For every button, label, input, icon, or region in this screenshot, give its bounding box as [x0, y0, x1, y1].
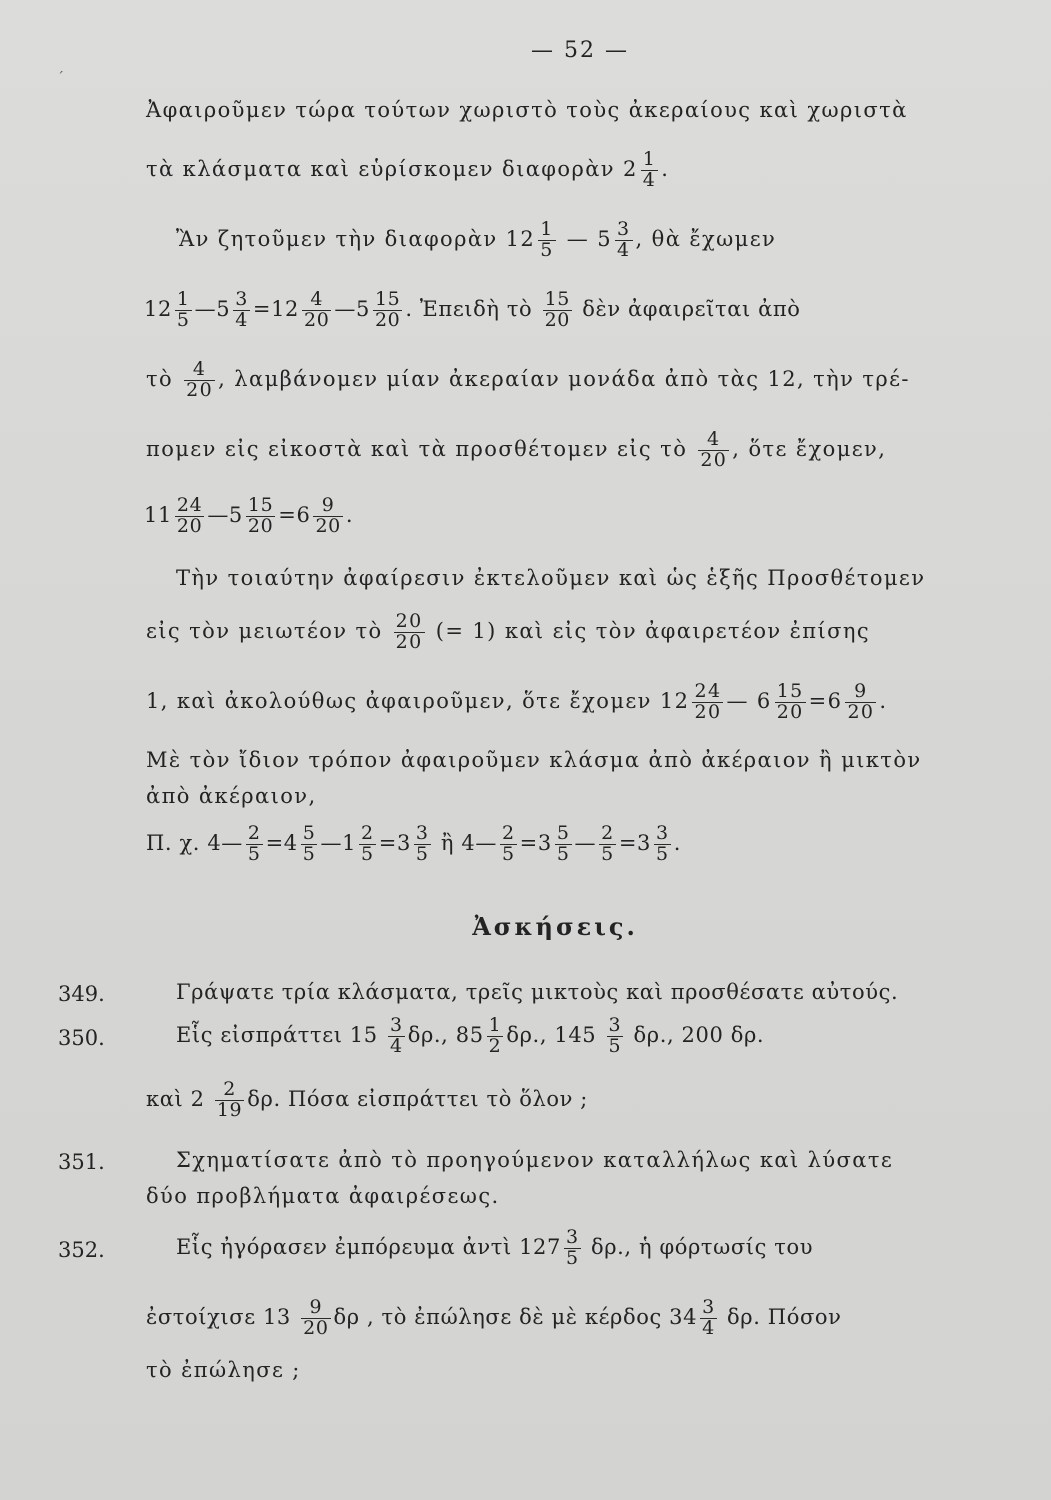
text-line: Μὲ τὸν ἴδιον τρόπον ἀφαιροῦμεν κλάσμα ἀπὸ ἀκέραιον ἢ μικτὸν [146, 748, 922, 772]
fraction: $\frac{3}{4}$ [390, 1014, 403, 1057]
fraction: $\frac{3}{4}$ [702, 1296, 715, 1339]
exercise-text: Εἷς ἠγόρασεν ἐμπόρευμα ἀντὶ 127 $\frac{3}{5}$ δρ., ἡ φόρτωσίς του [176, 1226, 814, 1269]
fraction: $\frac{15}{20}$ [776, 680, 804, 723]
fraction: $\frac{4}{20}$ [700, 428, 728, 471]
fraction: $\frac{3}{4}$ [617, 218, 631, 261]
fraction: $\frac{1}{4}$ [642, 148, 657, 191]
fraction: $\frac{24}{20}$ [176, 494, 203, 537]
math-line: πομεν εἰς εἰκοστὰ καὶ τὰ προσθέτομεν εἰς τὸ $\frac{4}{20}$ , ὅτε ἔχομεν, [146, 428, 887, 471]
fraction: $\frac{2}{19}$ [216, 1078, 243, 1121]
math-line: τὸ $\frac{4}{20}$ , λαμβάνομεν μίαν ἀκεραίαν μονάδα ἀπὸ τὰς 12, τὴν τρέ- [146, 358, 910, 401]
fraction: $\frac{3}{5}$ [565, 1226, 579, 1269]
fraction: $\frac{3}{4}$ [235, 288, 248, 331]
fraction: $\frac{1}{5}$ [540, 218, 554, 261]
exercise-text: Σχηματίσατε ἀπὸ τὸ προηγούμενον καταλλήλως καὶ λύσατε [176, 1148, 894, 1172]
page-number: — 52 — [531, 38, 629, 63]
fraction: $\frac{1}{5}$ [176, 288, 190, 331]
fraction: $\frac{2}{5}$ [247, 822, 261, 865]
fraction: $\frac{9}{20}$ [847, 680, 875, 723]
fraction: $\frac{3}{5}$ [608, 1014, 622, 1057]
exercise-text: Εἷς εἰσπράττει 15 $\frac{3}{4}$ δρ., 85 $\frac{1}{2}$ δρ., 145 $\frac{3}{5}$ δρ., 200 δρ. [176, 1014, 765, 1057]
fraction: $\frac{4}{20}$ [186, 358, 214, 401]
text-line: Ἀφαιροῦμεν τώρα τούτων χωριστὸ τοὺς ἀκεραίους καὶ χωριστὰ [146, 98, 908, 122]
math-line: 12 $\frac{1}{5}$ —5 $\frac{3}{4}$ =12 $\frac{4}{20}$ —5 $\frac{15}{20}$ . Ἐπειδὴ τὸ $\frac{15}{20}$ δὲν ἀφαιρεῖται ἀπὸ [144, 288, 801, 331]
fraction: $\frac{3}{5}$ [656, 822, 669, 865]
exercise-text: ἐστοίχισε 13 $\frac{9}{20}$ δρ , τὸ ἐπώλησε δὲ μὲ κέρδος 34 $\frac{3}{4}$ δρ. Πόσον [146, 1296, 842, 1339]
text-line: τὰ κλάσματα καὶ εὑρίσκομεν διαφορὰν 2 $\frac{1}{4}$ . [146, 148, 670, 191]
math-line: εἰς τὸν μειωτέον τὸ $\frac{20}{20}$ (= 1) καὶ εἰς τὸν ἀφαιρετέον ἐπίσης [146, 610, 870, 653]
exercise-text: τὸ ἐπώλησε ; [146, 1358, 301, 1382]
fraction: $\frac{24}{20}$ [694, 680, 722, 723]
fraction: $\frac{2}{5}$ [361, 822, 374, 865]
exercise-number: 349. [58, 982, 105, 1006]
exercise-number: 350. [58, 1026, 105, 1050]
exercise-text: δύο προβλήματα ἀφαιρέσεως. [146, 1184, 500, 1208]
fraction: $\frac{15}{20}$ [374, 288, 401, 331]
exercise-text: Γράψατε τρία κλάσματα, τρεῖς μικτοὺς καὶ προσθέσατε αὐτούς. [176, 980, 899, 1004]
fraction: $\frac{5}{5}$ [556, 822, 570, 865]
fraction: $\frac{15}{20}$ [247, 494, 274, 537]
fraction: $\frac{2}{5}$ [501, 822, 515, 865]
math-line: Π. χ. 4— $\frac{2}{5}$ =4 $\frac{5}{5}$ —1 $\frac{2}{5}$ =3 $\frac{3}{5}$ ἢ 4— $\frac{2}{5}$ =3 $\frac{5}{5}$ — $\frac{2}{5}$ =3 $\frac{3}{5}$ . [146, 822, 681, 865]
exercise-number: 352. [58, 1238, 105, 1262]
fraction: $\frac{15}{20}$ [544, 288, 570, 331]
fraction: $\frac{9}{20}$ [315, 494, 341, 537]
exercise-number: 351. [58, 1150, 105, 1174]
text-line: ἀπὸ ἀκέραιον, [146, 784, 317, 808]
math-line: 1, καὶ ἀκολούθως ἀφαιροῦμεν, ὅτε ἔχομεν 12 $\frac{24}{20}$ — 6 $\frac{15}{20}$ =6 $\frac{9}{20}$ . [146, 680, 888, 723]
fraction: $\frac{4}{20}$ [304, 288, 330, 331]
fraction: $\frac{1}{2}$ [488, 1014, 502, 1057]
math-line: 11 $\frac{24}{20}$ —5 $\frac{15}{20}$ =6 $\frac{9}{20}$ . [144, 494, 354, 537]
fraction: $\frac{3}{5}$ [415, 822, 429, 865]
fraction: $\frac{5}{5}$ [302, 822, 316, 865]
text-line: Ἂν ζητοῦμεν τὴν διαφορὰν 12 $\frac{1}{5}$ — 5 $\frac{3}{4}$ , θὰ ἔχωμεν [176, 218, 777, 261]
fraction: $\frac{2}{5}$ [601, 822, 614, 865]
section-heading: Ἀσκήσεις. [472, 912, 638, 941]
text-line: Τὴν τοιαύτην ἀφαίρεσιν ἐκτελοῦμεν καὶ ὡς ἑξῆς Προσθέτομεν [176, 566, 926, 590]
exercise-text: καὶ 2 $\frac{2}{19}$ δρ. Πόσα εἰσπράττει τὸ ὅλον ; [146, 1078, 588, 1121]
fraction: $\frac{9}{20}$ [303, 1296, 329, 1339]
fraction: $\frac{20}{20}$ [395, 610, 423, 653]
